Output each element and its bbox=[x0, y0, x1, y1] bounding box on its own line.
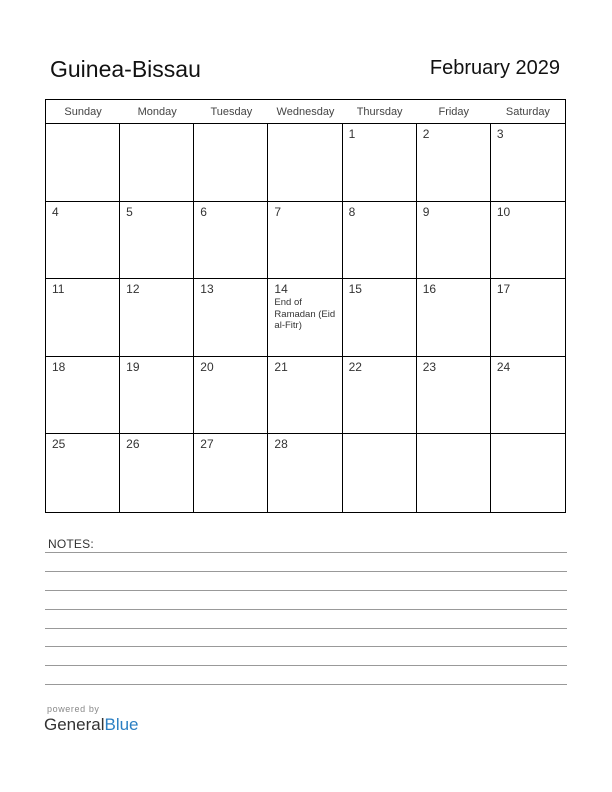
week-row-3 bbox=[46, 279, 565, 357]
powered-by-text: powered by bbox=[47, 704, 100, 714]
month-title: February 2029 bbox=[429, 57, 560, 79]
day-cell bbox=[417, 124, 491, 201]
day-cell bbox=[491, 202, 565, 279]
day-cell bbox=[268, 279, 342, 356]
day-number: 24 bbox=[496, 359, 511, 374]
day-number: 4 bbox=[52, 204, 59, 219]
day-cell bbox=[491, 434, 565, 512]
holiday-label: End of Ramadan (Eid al-Fitr) bbox=[274, 297, 336, 332]
day-cell bbox=[268, 124, 342, 201]
weekday-wednesday: Wednesday bbox=[276, 106, 335, 118]
day-cell bbox=[343, 434, 417, 512]
day-cell bbox=[194, 357, 268, 434]
day-number: 18 bbox=[52, 359, 66, 374]
day-cell bbox=[120, 357, 194, 434]
day-number: 22 bbox=[348, 359, 362, 374]
day-number: 26 bbox=[126, 437, 140, 452]
day-number: 21 bbox=[274, 359, 288, 374]
day-cell bbox=[268, 357, 342, 434]
day-number: 28 bbox=[274, 437, 288, 452]
day-cell bbox=[120, 434, 194, 512]
generalblue-logo bbox=[44, 703, 139, 735]
note-line bbox=[45, 628, 567, 629]
day-cell bbox=[46, 279, 120, 356]
day-number: 15 bbox=[348, 282, 362, 297]
day-cell bbox=[194, 279, 268, 356]
weekday-saturday: Saturday bbox=[505, 106, 550, 118]
week-row-1 bbox=[46, 124, 565, 202]
weekday-tuesday: Tuesday bbox=[210, 106, 253, 118]
day-cell bbox=[343, 202, 417, 279]
country-title: Guinea-Bissau bbox=[50, 56, 201, 82]
day-cell bbox=[194, 202, 268, 279]
note-line bbox=[45, 609, 567, 610]
day-cell bbox=[417, 202, 491, 279]
day-cell bbox=[417, 279, 491, 356]
day-cell bbox=[46, 124, 120, 201]
calendar-grid bbox=[45, 99, 566, 513]
day-cell bbox=[268, 202, 342, 279]
day-cell bbox=[491, 124, 565, 201]
day-cell bbox=[194, 124, 268, 201]
note-line bbox=[45, 571, 567, 572]
day-number: 1 bbox=[348, 127, 356, 141]
note-line bbox=[45, 665, 567, 666]
day-number: 27 bbox=[200, 437, 214, 452]
day-number: 23 bbox=[422, 359, 437, 374]
day-number: 16 bbox=[422, 282, 437, 297]
day-cell bbox=[343, 279, 417, 356]
day-cell bbox=[46, 357, 120, 434]
note-line bbox=[45, 684, 567, 685]
day-number: 13 bbox=[200, 282, 214, 297]
week-row-5 bbox=[46, 434, 565, 512]
day-cell bbox=[343, 124, 417, 201]
day-cell bbox=[120, 124, 194, 201]
day-number: 14 bbox=[274, 282, 288, 297]
week-row-2 bbox=[46, 202, 565, 280]
day-number: 25 bbox=[52, 437, 66, 452]
day-number: 19 bbox=[126, 359, 140, 374]
day-cell bbox=[194, 434, 268, 512]
day-cell bbox=[46, 202, 120, 279]
day-number: 3 bbox=[496, 127, 504, 141]
day-number: 11 bbox=[52, 282, 65, 297]
day-number: 7 bbox=[274, 204, 282, 219]
brand-name bbox=[44, 715, 139, 735]
brand-blue: Blue bbox=[104, 715, 139, 734]
day-number: 17 bbox=[496, 282, 511, 297]
day-number: 9 bbox=[422, 204, 430, 219]
day-cell bbox=[491, 279, 565, 356]
day-cell bbox=[120, 279, 194, 356]
day-number: 6 bbox=[200, 204, 207, 219]
day-cell bbox=[491, 357, 565, 434]
notes-label: NOTES: bbox=[48, 537, 94, 551]
day-cell bbox=[268, 434, 342, 512]
day-cell bbox=[343, 357, 417, 434]
weekday-friday: Friday bbox=[438, 106, 470, 118]
brand-general: General bbox=[44, 715, 105, 734]
day-number: 10 bbox=[496, 204, 511, 219]
note-line bbox=[45, 590, 567, 591]
day-number: 2 bbox=[422, 127, 430, 141]
day-number: 8 bbox=[348, 204, 356, 219]
weekday-sunday: Sunday bbox=[64, 106, 102, 118]
day-number: 12 bbox=[126, 282, 140, 297]
weekday-monday: Monday bbox=[137, 106, 177, 118]
note-line bbox=[45, 646, 567, 647]
week-row-4 bbox=[46, 357, 565, 435]
day-cell bbox=[120, 202, 194, 279]
day-cell bbox=[417, 357, 491, 434]
weekday-thursday: Thursday bbox=[356, 106, 403, 118]
note-line bbox=[45, 552, 567, 553]
day-number: 5 bbox=[126, 204, 133, 219]
weekday-header-row bbox=[46, 100, 565, 124]
day-cell bbox=[417, 434, 491, 512]
day-number: 20 bbox=[200, 359, 214, 374]
day-cell bbox=[46, 434, 120, 512]
